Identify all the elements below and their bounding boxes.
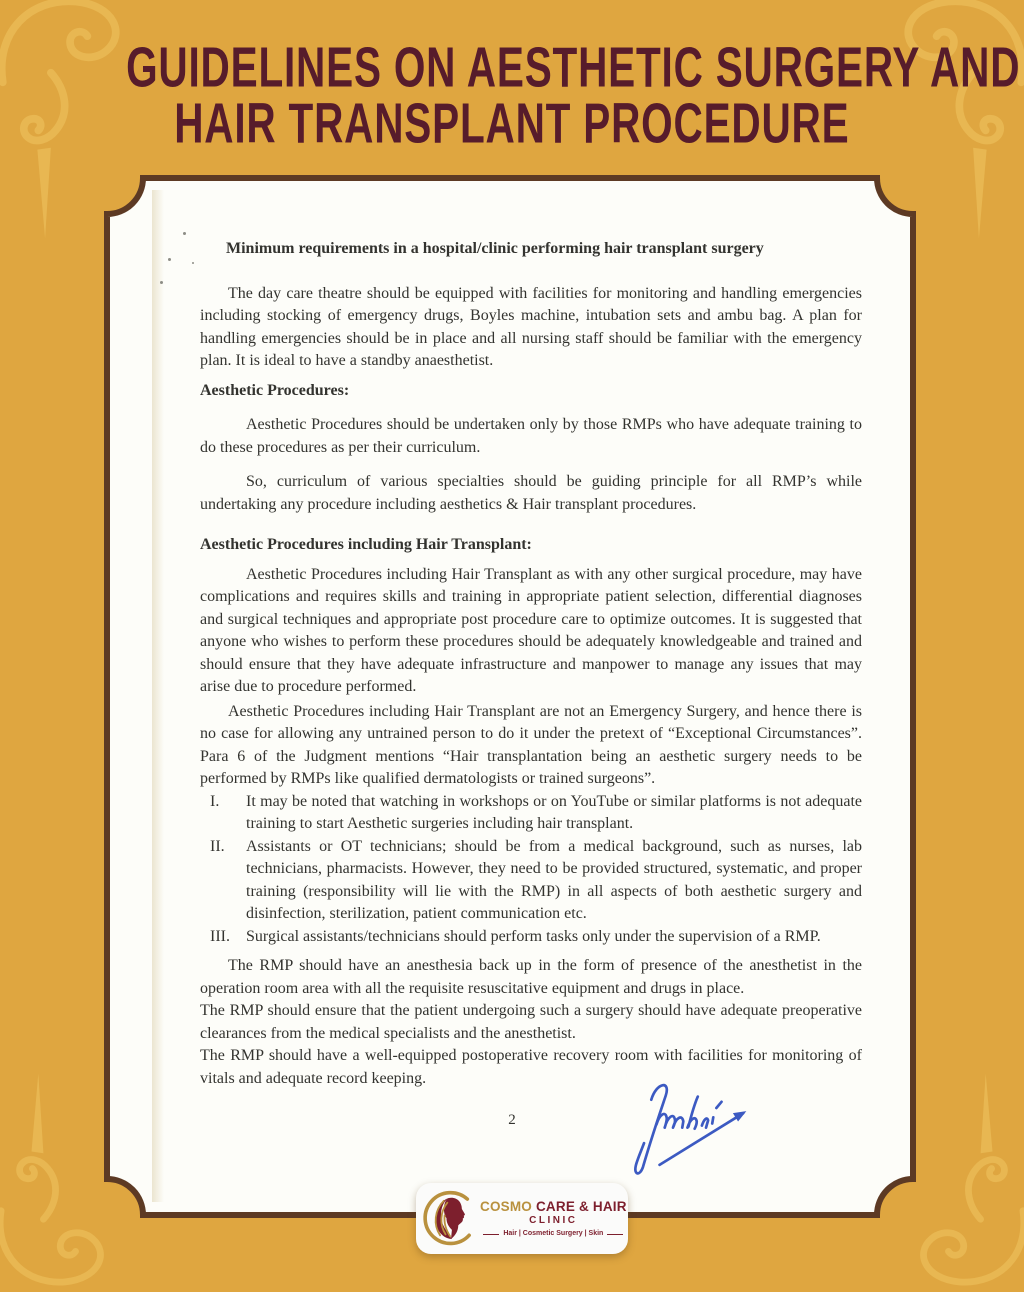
document-body — [200, 238, 862, 1090]
list-item — [210, 791, 862, 836]
clinic-logo-emblem-icon — [422, 1190, 480, 1248]
page-number: 2 — [508, 1112, 516, 1128]
list-item-text: Surgical assistants/technicians should perform tasks only under the supervision of a RMP. — [246, 927, 821, 945]
scan-speck — [160, 281, 163, 284]
poster-title-line1: GUIDELINES ON AESTHETIC SURGERY AND — [126, 36, 1021, 100]
paragraph-day-care-theatre: The day care theatre should be equipped with facilities for monitoring and handling emergencies including stocking of emergency drugs, Boyles machine, intubation sets and ambu bag. A plan for handling emergencies should be in place and all nursing staff should be familiar with the emergency plan. It is ideal to have a standby anaesthetist. — [200, 284, 862, 369]
paragraph-curriculum: So, curriculum of various specialties should be guiding principle for all RMP’s while undertaking any procedure including aesthetics & Hair transplant procedures. — [200, 473, 862, 513]
paragraph-surgical-procedure: Aesthetic Procedures including Hair Transplant as with any other surgical procedure, may have complications and requires skills and training in appropriate patient selection, differential diagnoses and surgical techniques and appropriate post procedure care to optimize outcomes. It is suggested that anyone who wishes to perform these procedures should be adequately knowledgeable and trained and should ensure that they have adequate infrastructure and manpower to manage any issues that may arise due to procedure performed. — [200, 565, 862, 695]
roman-numeral-list — [210, 791, 862, 949]
brand-name-care-hair: CARE & HAIR — [535, 1198, 627, 1214]
paragraph-not-emergency-surgery: Aesthetic Procedures including Hair Transplant are not an Emergency Surgery, and hence there is no case for allowing any untrained person to do it under the pretext of “Exceptional Circumstances”. Para 6 of the Judgment mentions “Hair transplantation being an aesthetic surgery needs to be performed by RMPs like qualified dermatologists or trained surgeons”. — [200, 702, 862, 787]
brand-name-cosmo: COSMO — [480, 1198, 533, 1214]
poster-title-line2: HAIR TRANSPLANT PROCEDURE — [174, 92, 850, 156]
clinic-logo-text — [480, 1199, 627, 1238]
brand-tagline-text: Hair | Cosmetic Surgery | Skin — [503, 1229, 604, 1237]
paragraph-postoperative-recovery: The RMP should have a well-equipped postoperative recovery room with facilities for monitoring of vitals and adequate record keeping. — [200, 1047, 862, 1087]
paragraph-anesthesia-backup: The RMP should have an anesthesia back up in the form of presence of the anesthetist in the operation room area with all the requisite resuscitative equipment and drugs in place. — [200, 957, 862, 997]
signature-scribble — [612, 1068, 767, 1183]
section-heading-aesthetic-procedures: Aesthetic Procedures: — [200, 381, 350, 399]
section-heading-minimum-requirements: Minimum requirements in a hospital/clinic performing hair transplant surgery — [226, 240, 764, 257]
section-heading-including-hair-transplant: Aesthetic Procedures including Hair Transplant: — [200, 536, 532, 553]
clinic-logo — [416, 1183, 628, 1254]
scan-crease — [152, 190, 164, 1202]
paragraph-undertaken-only: Aesthetic Procedures should be undertaken only by those RMPs who have adequate training to do these procedures as per their curriculum. — [200, 416, 862, 456]
list-item — [210, 926, 862, 949]
brand-tagline — [480, 1230, 627, 1238]
paragraph-preoperative-clearances: The RMP should ensure that the patient undergoing such a surgery should have adequate preoperative clearances from the medical specialists and the anesthetist. — [200, 1002, 862, 1042]
list-item-numeral: III. — [210, 927, 230, 945]
list-item — [210, 836, 862, 926]
list-item-text: Assistants or OT technicians; should be from a medical background, such as nurses, lab technicians, pharmacists. However, they need to be provided structured, systematic, and proper training (responsibility will lie with the RMP) in all aspects of both aesthetic surgery and disinfection, sterilization, patient communication etc. — [246, 837, 862, 922]
scan-speck — [192, 262, 194, 264]
list-item-text: It may be noted that watching in workshops or on YouTube or similar platforms is not adequate training to start Aesthetic surgeries including hair transplant. — [246, 792, 862, 832]
scan-speck — [183, 232, 186, 235]
scan-speck — [168, 258, 171, 261]
list-item-numeral: I. — [210, 792, 220, 810]
list-item-numeral: II. — [210, 837, 225, 855]
brand-subtitle-clinic: CLINIC — [529, 1215, 578, 1227]
